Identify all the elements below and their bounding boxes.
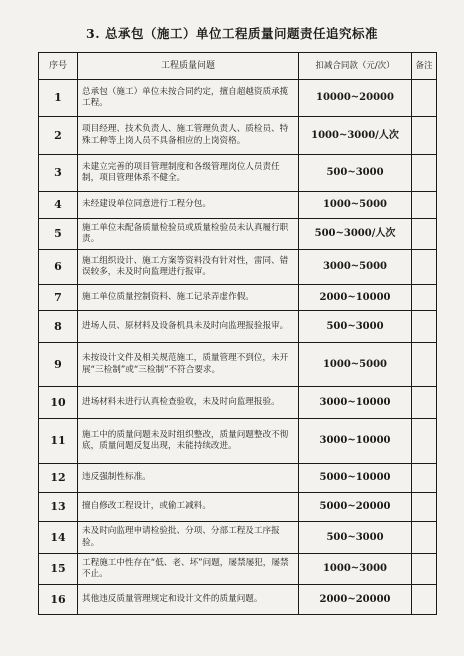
- remark-cell: [412, 343, 437, 387]
- table-header-row: [39, 53, 437, 80]
- remark-cell: [412, 285, 437, 311]
- deduction-amount: 2000~20000: [299, 585, 412, 615]
- issue-description: 其他违反质量管理规定和设计文件的质量问题。: [78, 585, 299, 615]
- table-body: [39, 80, 437, 615]
- issue-description: 未按设计文件及相关规范施工，质量管理不到位，未开展“三检制”或“三检制”不符合要求。: [78, 343, 299, 387]
- issue-description: 施工单位未配备质量检验员或质量检验员未认真履行职责。: [78, 219, 299, 250]
- issue-description: 项目经理、技术负责人、施工管理负责人、质检员、特殊工种等上岗人员不具备相应的上岗资格。: [78, 117, 299, 155]
- deduction-amount: 1000~5000: [299, 343, 412, 387]
- table-row: [39, 219, 437, 250]
- table-row: [39, 311, 437, 343]
- table-row: [39, 554, 437, 585]
- row-number: 1: [39, 80, 78, 117]
- header-no: 序号: [39, 53, 78, 80]
- deduction-amount: 500~3000: [299, 522, 412, 554]
- table-row: [39, 117, 437, 155]
- remark-cell: [412, 464, 437, 493]
- responsibility-table: [38, 52, 437, 615]
- table-row: [39, 343, 437, 387]
- remark-cell: [412, 387, 437, 419]
- deduction-amount: 1000~3000: [299, 554, 412, 585]
- remark-cell: [412, 155, 437, 192]
- deduction-amount: 1000~5000: [299, 192, 412, 219]
- issue-description: 进场人员、原材料及设备机具未及时向监理报验报审。: [78, 311, 299, 343]
- issue-description: 施工中的质量问题未及时组织整改，质量问题整改不彻底，质量问题反复出现，未能持续改进。: [78, 419, 299, 464]
- remark-cell: [412, 554, 437, 585]
- table-row: [39, 585, 437, 615]
- table-row: [39, 250, 437, 285]
- issue-description: 施工组织设计、施工方案等资料没有针对性，雷同、错误较多，未及时向监理进行报审。: [78, 250, 299, 285]
- table-row: [39, 522, 437, 554]
- deduction-amount: 500~3000: [299, 155, 412, 192]
- remark-cell: [412, 311, 437, 343]
- remark-cell: [412, 219, 437, 250]
- remark-cell: [412, 250, 437, 285]
- remark-cell: [412, 522, 437, 554]
- issue-description: 未及时向监理申请检验批、分项、分部工程及工序报验。: [78, 522, 299, 554]
- table-row: [39, 419, 437, 464]
- row-number: 11: [39, 419, 78, 464]
- row-number: 16: [39, 585, 78, 615]
- remark-cell: [412, 419, 437, 464]
- row-number: 12: [39, 464, 78, 493]
- remark-cell: [412, 80, 437, 117]
- header-issue: 工程质量问题: [78, 53, 299, 80]
- row-number: 3: [39, 155, 78, 192]
- issue-description: 工程施工中性存在“低、老、坏”问题，屡禁屡犯，屡禁不止。: [78, 554, 299, 585]
- issue-description: 未建立完善的项目管理制度和各级管理岗位人员责任制，项目管理体系不健全。: [78, 155, 299, 192]
- table-row: [39, 493, 437, 522]
- row-number: 7: [39, 285, 78, 311]
- issue-description: 未经建设单位同意进行工程分包。: [78, 192, 299, 219]
- table-row: [39, 285, 437, 311]
- table-row: [39, 192, 437, 219]
- row-number: 2: [39, 117, 78, 155]
- remark-cell: [412, 585, 437, 615]
- deduction-amount: 1000~3000/人次: [299, 117, 412, 155]
- issue-description: 进场材料未进行认真检查验收，未及时向监理报验。: [78, 387, 299, 419]
- table-row: [39, 387, 437, 419]
- deduction-amount: 2000~10000: [299, 285, 412, 311]
- remark-cell: [412, 192, 437, 219]
- deduction-amount: 5000~20000: [299, 493, 412, 522]
- deduction-amount: 500~3000/人次: [299, 219, 412, 250]
- issue-description: 违反强制性标准。: [78, 464, 299, 493]
- issue-description: 施工单位质量控制资料、施工记录弄虚作假。: [78, 285, 299, 311]
- row-number: 13: [39, 493, 78, 522]
- table-row: [39, 155, 437, 192]
- deduction-amount: 3000~10000: [299, 419, 412, 464]
- row-number: 5: [39, 219, 78, 250]
- row-number: 6: [39, 250, 78, 285]
- row-number: 14: [39, 522, 78, 554]
- deduction-amount: 500~3000: [299, 311, 412, 343]
- deduction-amount: 5000~10000: [299, 464, 412, 493]
- deduction-amount: 3000~5000: [299, 250, 412, 285]
- row-number: 10: [39, 387, 78, 419]
- header-amount: 扣减合同款（元/次）: [299, 53, 412, 80]
- remark-cell: [412, 117, 437, 155]
- document-title: 3. 总承包（施工）单位工程质量问题责任追究标准: [86, 26, 378, 41]
- table-row: [39, 80, 437, 117]
- header-remark: 备注: [412, 53, 437, 80]
- deduction-amount: 10000~20000: [299, 80, 412, 117]
- issue-description: 总承包（施工）单位未按合同约定，擅自超越资质承揽工程。: [78, 80, 299, 117]
- row-number: 4: [39, 192, 78, 219]
- remark-cell: [412, 493, 437, 522]
- row-number: 9: [39, 343, 78, 387]
- deduction-amount: 3000~10000: [299, 387, 412, 419]
- row-number: 15: [39, 554, 78, 585]
- row-number: 8: [39, 311, 78, 343]
- table-row: [39, 464, 437, 493]
- issue-description: 擅自修改工程设计，或偷工减料。: [78, 493, 299, 522]
